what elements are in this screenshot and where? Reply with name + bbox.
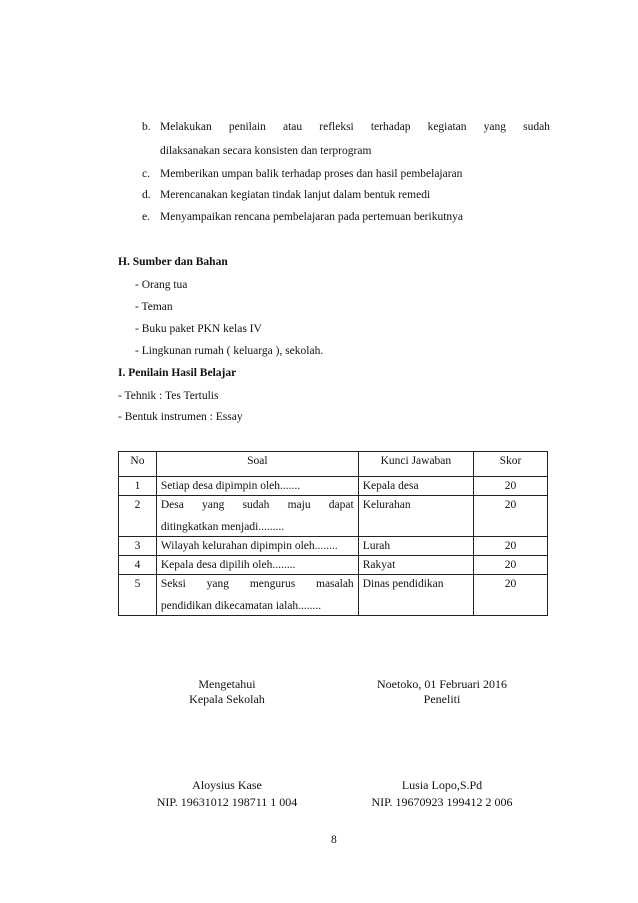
cell-skor: 20 [474,537,548,556]
cell-no: 5 [119,575,157,616]
word: atau [283,121,303,133]
cell-no: 4 [119,556,157,575]
word: yang [483,121,506,133]
word: sudah [242,499,270,511]
signature-left-nip: NIP. 19631012 198711 1 004 [156,795,298,809]
list-item-c: Memberikan umpan balik terhadap proses dan hasil pembelajaran [160,168,463,180]
cell-no: 3 [119,537,157,556]
table-row [119,477,548,496]
list-letter-b: b. [142,121,151,133]
resource-item: - Lingkunan rumah ( keluarga ), sekolah. [135,345,324,357]
list-letter-d: d. [142,189,151,201]
header-no: No [119,452,157,477]
header-kunci: Kunci Jawaban [358,452,473,477]
cell-no: 1 [119,477,157,496]
cell-kunci: Dinas pendidikan [358,575,473,616]
word: refleksi [319,121,354,133]
header-soal: Soal [156,452,358,477]
resource-item: - Orang tua [135,279,188,291]
cell-no: 2 [119,496,157,537]
word: sudah [523,121,550,133]
page-number: 8 [331,834,337,846]
cell-skor: 20 [474,575,548,616]
word: masalah [316,578,354,590]
signature-left-line1: Mengetahui [198,677,256,691]
cell-skor: 20 [474,477,548,496]
word: penilain [228,121,266,133]
signature-right-name: Lusia Lopo,S.Pd [401,778,483,792]
cell-soal: Wilayah kelurahan dipimpin oleh........ [156,537,358,556]
resource-item: - Teman [135,301,173,313]
word: mengurus [249,578,296,590]
list-item-b-line1 [160,121,550,133]
signature-left-line2: Kepala Sekolah [189,692,265,706]
word: Melakukan [160,121,212,133]
cell-soal: Setiap desa dipimpin oleh....... [156,477,358,496]
word: Desa [160,499,184,511]
list-letter-c: c. [142,168,150,180]
question-table [118,451,548,616]
signature-right-line1: Noetoko, 01 Februari 2016 [377,677,507,691]
list-letter-e: e. [142,211,150,223]
cell-kunci: Kepala desa [358,477,473,496]
cell-soal [156,496,358,537]
signature-right-nip: NIP. 19670923 199412 2 006 [371,795,513,809]
cell-kunci: Kelurahan [358,496,473,537]
cell-skor: 20 [474,556,548,575]
soal-line1 [161,499,354,511]
header-skor: Skor [474,452,548,477]
instrument-line: - Bentuk instrumen : Essay [118,411,243,423]
soal-line2: ditingkatkan menjadi......... [160,521,285,533]
table-row [119,556,548,575]
cell-kunci: Lurah [358,537,473,556]
table-row [119,575,548,616]
word: yang [202,499,225,511]
section-i-heading: I. Penilain Hasil Belajar [118,367,237,379]
cell-soal: Kepala desa dipilih oleh........ [156,556,358,575]
table-row [119,496,548,537]
list-item-b-line2: dilaksanakan secara konsisten dan terprogram [160,145,372,157]
word: maju [287,499,311,511]
word: yang [206,578,229,590]
signature-left-name: Aloysius Kase [192,778,262,792]
table-row [119,537,548,556]
soal-line2: pendidikan dikecamatan ialah........ [160,600,322,612]
section-h-heading: H. Sumber dan Bahan [118,256,228,268]
list-item-d: Merencanakan kegiatan tindak lanjut dalam bentuk remedi [160,189,431,201]
word: dapat [328,499,354,511]
list-item-e: Menyampaikan rencana pembelajaran pada pertemuan berikutnya [160,211,464,223]
soal-line1 [161,578,354,590]
resource-item: - Buku paket PKN kelas IV [135,323,262,335]
word: kegiatan [427,121,467,133]
word: Seksi [160,578,186,590]
table-header-row [119,452,548,477]
word: terhadap [370,121,411,133]
cell-soal [156,575,358,616]
technique-line: - Tehnik : Tes Tertulis [118,390,219,402]
cell-kunci: Rakyat [358,556,473,575]
cell-skor: 20 [474,496,548,537]
signature-right-line2: Peneliti [423,692,461,706]
